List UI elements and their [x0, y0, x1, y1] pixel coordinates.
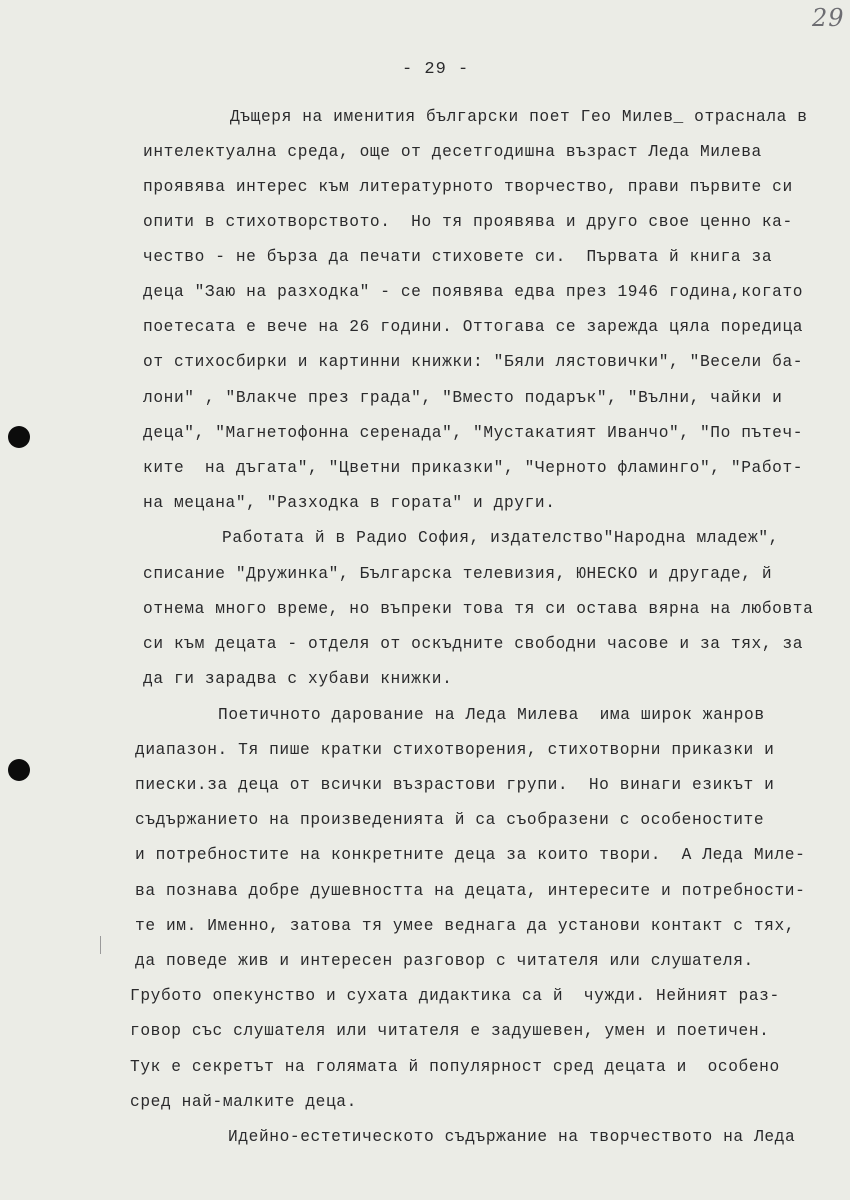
- text-line: опити в стихотворството. Но тя проявява и друго свое ценно ка-: [143, 213, 793, 231]
- text-line: и потребностите на конкретните деца за които твори. А Леда Миле-: [135, 846, 806, 864]
- text-line: Поетичното дарование на Леда Милева има широк жанров: [218, 706, 765, 724]
- text-line: пиески.за деца от всички възрастови групи. Но винаги езикът и: [135, 776, 775, 794]
- text-line: Дъщеря на именития български поет Гео Милев_ отраснала в: [230, 108, 808, 126]
- text-line: интелектуална среда, още от десетгодишна възраст Леда Милева: [143, 143, 762, 161]
- text-line: от стихосбирки и картинни книжки: "Бяли лястовички", "Весели ба-: [143, 353, 804, 371]
- text-line: сред най-малките деца.: [130, 1093, 357, 1111]
- text-line: проявява интерес към литературното творчество, прави първите си: [143, 178, 793, 196]
- punch-hole: [8, 759, 30, 781]
- text-line: ва познава добре душевността на децата, интересите и потребности-: [135, 882, 806, 900]
- punch-hole: [8, 426, 30, 448]
- text-line: Работата й в Радио София, издателство"Народна младеж",: [222, 529, 779, 547]
- text-line: деца "Заю на разходка" - се появява едва през 1946 година,когато: [143, 283, 804, 301]
- text-line: чество - не бърза да печати стиховете си. Първата й книга за: [143, 248, 773, 266]
- text-line: си към децата - отделя от оскъдните свободни часове и за тях, за: [143, 635, 804, 653]
- paper-mark: [100, 936, 101, 954]
- text-line: съдържанието на произведенията й са съобразени с особеностите: [135, 811, 765, 829]
- text-line: Грубото опекунство и сухата дидактика са й чужди. Нейният раз-: [130, 987, 780, 1005]
- text-line: да ги зарадва с хубави книжки.: [143, 670, 453, 688]
- text-line: деца", "Магнетофонна серенада", "Мустакатият Иванчо", "По пътеч-: [143, 424, 804, 442]
- text-line: ките на дъгата", "Цветни приказки", "Черното фламинго", "Работ-: [143, 459, 804, 477]
- text-line: диапазон. Тя пише кратки стихотворения, стихотворни приказки и: [135, 741, 775, 759]
- text-line: Идейно-естетическото съдържание на творчеството на Леда: [228, 1128, 796, 1146]
- page-number: - 29 -: [402, 60, 470, 79]
- handwritten-page-number: 29: [812, 4, 845, 32]
- text-line: на мецана", "Разходка в гората" и други.: [143, 494, 556, 512]
- text-line: списание "Дружинка", Българска телевизия, ЮНЕСКО и другаде, й: [143, 565, 773, 583]
- text-line: лони" , "Влакче през града", "Вместо подарък", "Вълни, чайки и: [143, 389, 783, 407]
- text-line: говор със слушателя или читателя е задушевен, умен и поетичен.: [130, 1022, 770, 1040]
- text-line: да поведе жив и интересен разговор с читателя или слушателя.: [135, 952, 754, 970]
- text-line: отнема много време, но въпреки това тя си остава вярна на любовта: [143, 600, 814, 618]
- text-line: те им. Именно, затова тя умее веднага да установи контакт с тях,: [135, 917, 796, 935]
- text-line: поетесата е вече на 26 години. Оттогава се зарежда цяла поредица: [143, 318, 804, 336]
- text-line: Тук е секретът на голямата й популярност сред децата и особено: [130, 1058, 780, 1076]
